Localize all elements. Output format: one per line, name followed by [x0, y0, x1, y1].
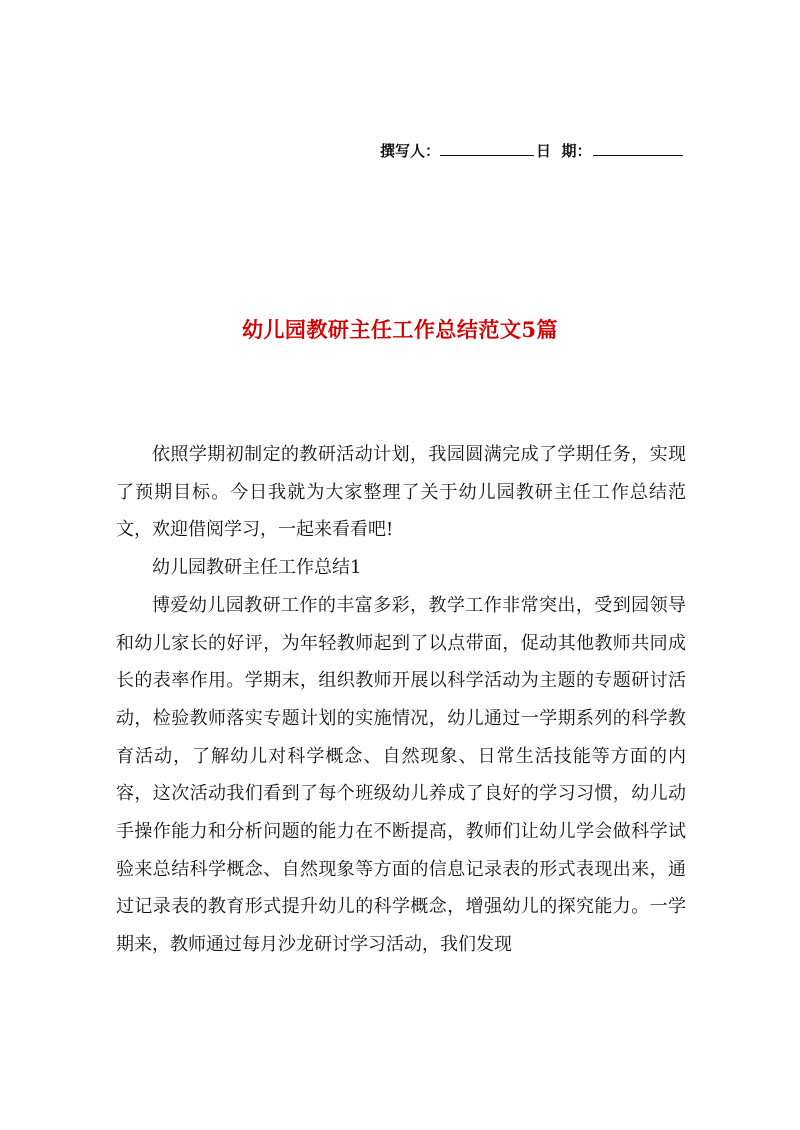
- author-blank-field: [440, 141, 534, 156]
- intro-paragraph: 依照学期初制定的教研活动计划，我园圆满完成了学期任务，实现了预期目标。今日我就为大家整理了关于幼儿园教研主任工作总结范文，欢迎借阅学习，一起来看看吧!: [116, 444, 686, 541]
- author-label: 撰写人：: [380, 142, 441, 160]
- document-body: [116, 436, 686, 964]
- document-title: 幼儿园教研主任工作总结范文5篇: [241, 317, 559, 342]
- author-date-line: [380, 140, 690, 161]
- date-blank-field: [593, 141, 683, 156]
- body-paragraph: 博爱幼儿园教研工作的丰富多彩，教学工作非常突出，受到园领导和幼儿家长的好评，为年轻教师起到了以点带面，促动其他教师共同成长的表率作用。学期末，组织教师开展以科学活动为主题的专题研讨活动，检验教师落实专题计划的实施情况，幼儿通过一学期系列的科学教育活动，了解幼儿对科学概念、自然现象、日常生活技能等方面的内容，这次活动我们看到了每个班级幼儿养成了良好的学习习惯，幼儿动手操作能力和分析问题的能力在不断提高，教师们让幼儿学会做科学试验来总结科学概念、自然现象等方面的信息记录表的形式表现出来，通过记录表的教育形式提升幼儿的科学概念，增强幼儿的探究能力。一学期来，教师通过每月沙龙研讨学习活动，我们发现: [116, 594, 686, 956]
- section-heading: 幼儿园教研主任工作总结1: [152, 557, 362, 579]
- date-label: 日 期：: [536, 142, 592, 160]
